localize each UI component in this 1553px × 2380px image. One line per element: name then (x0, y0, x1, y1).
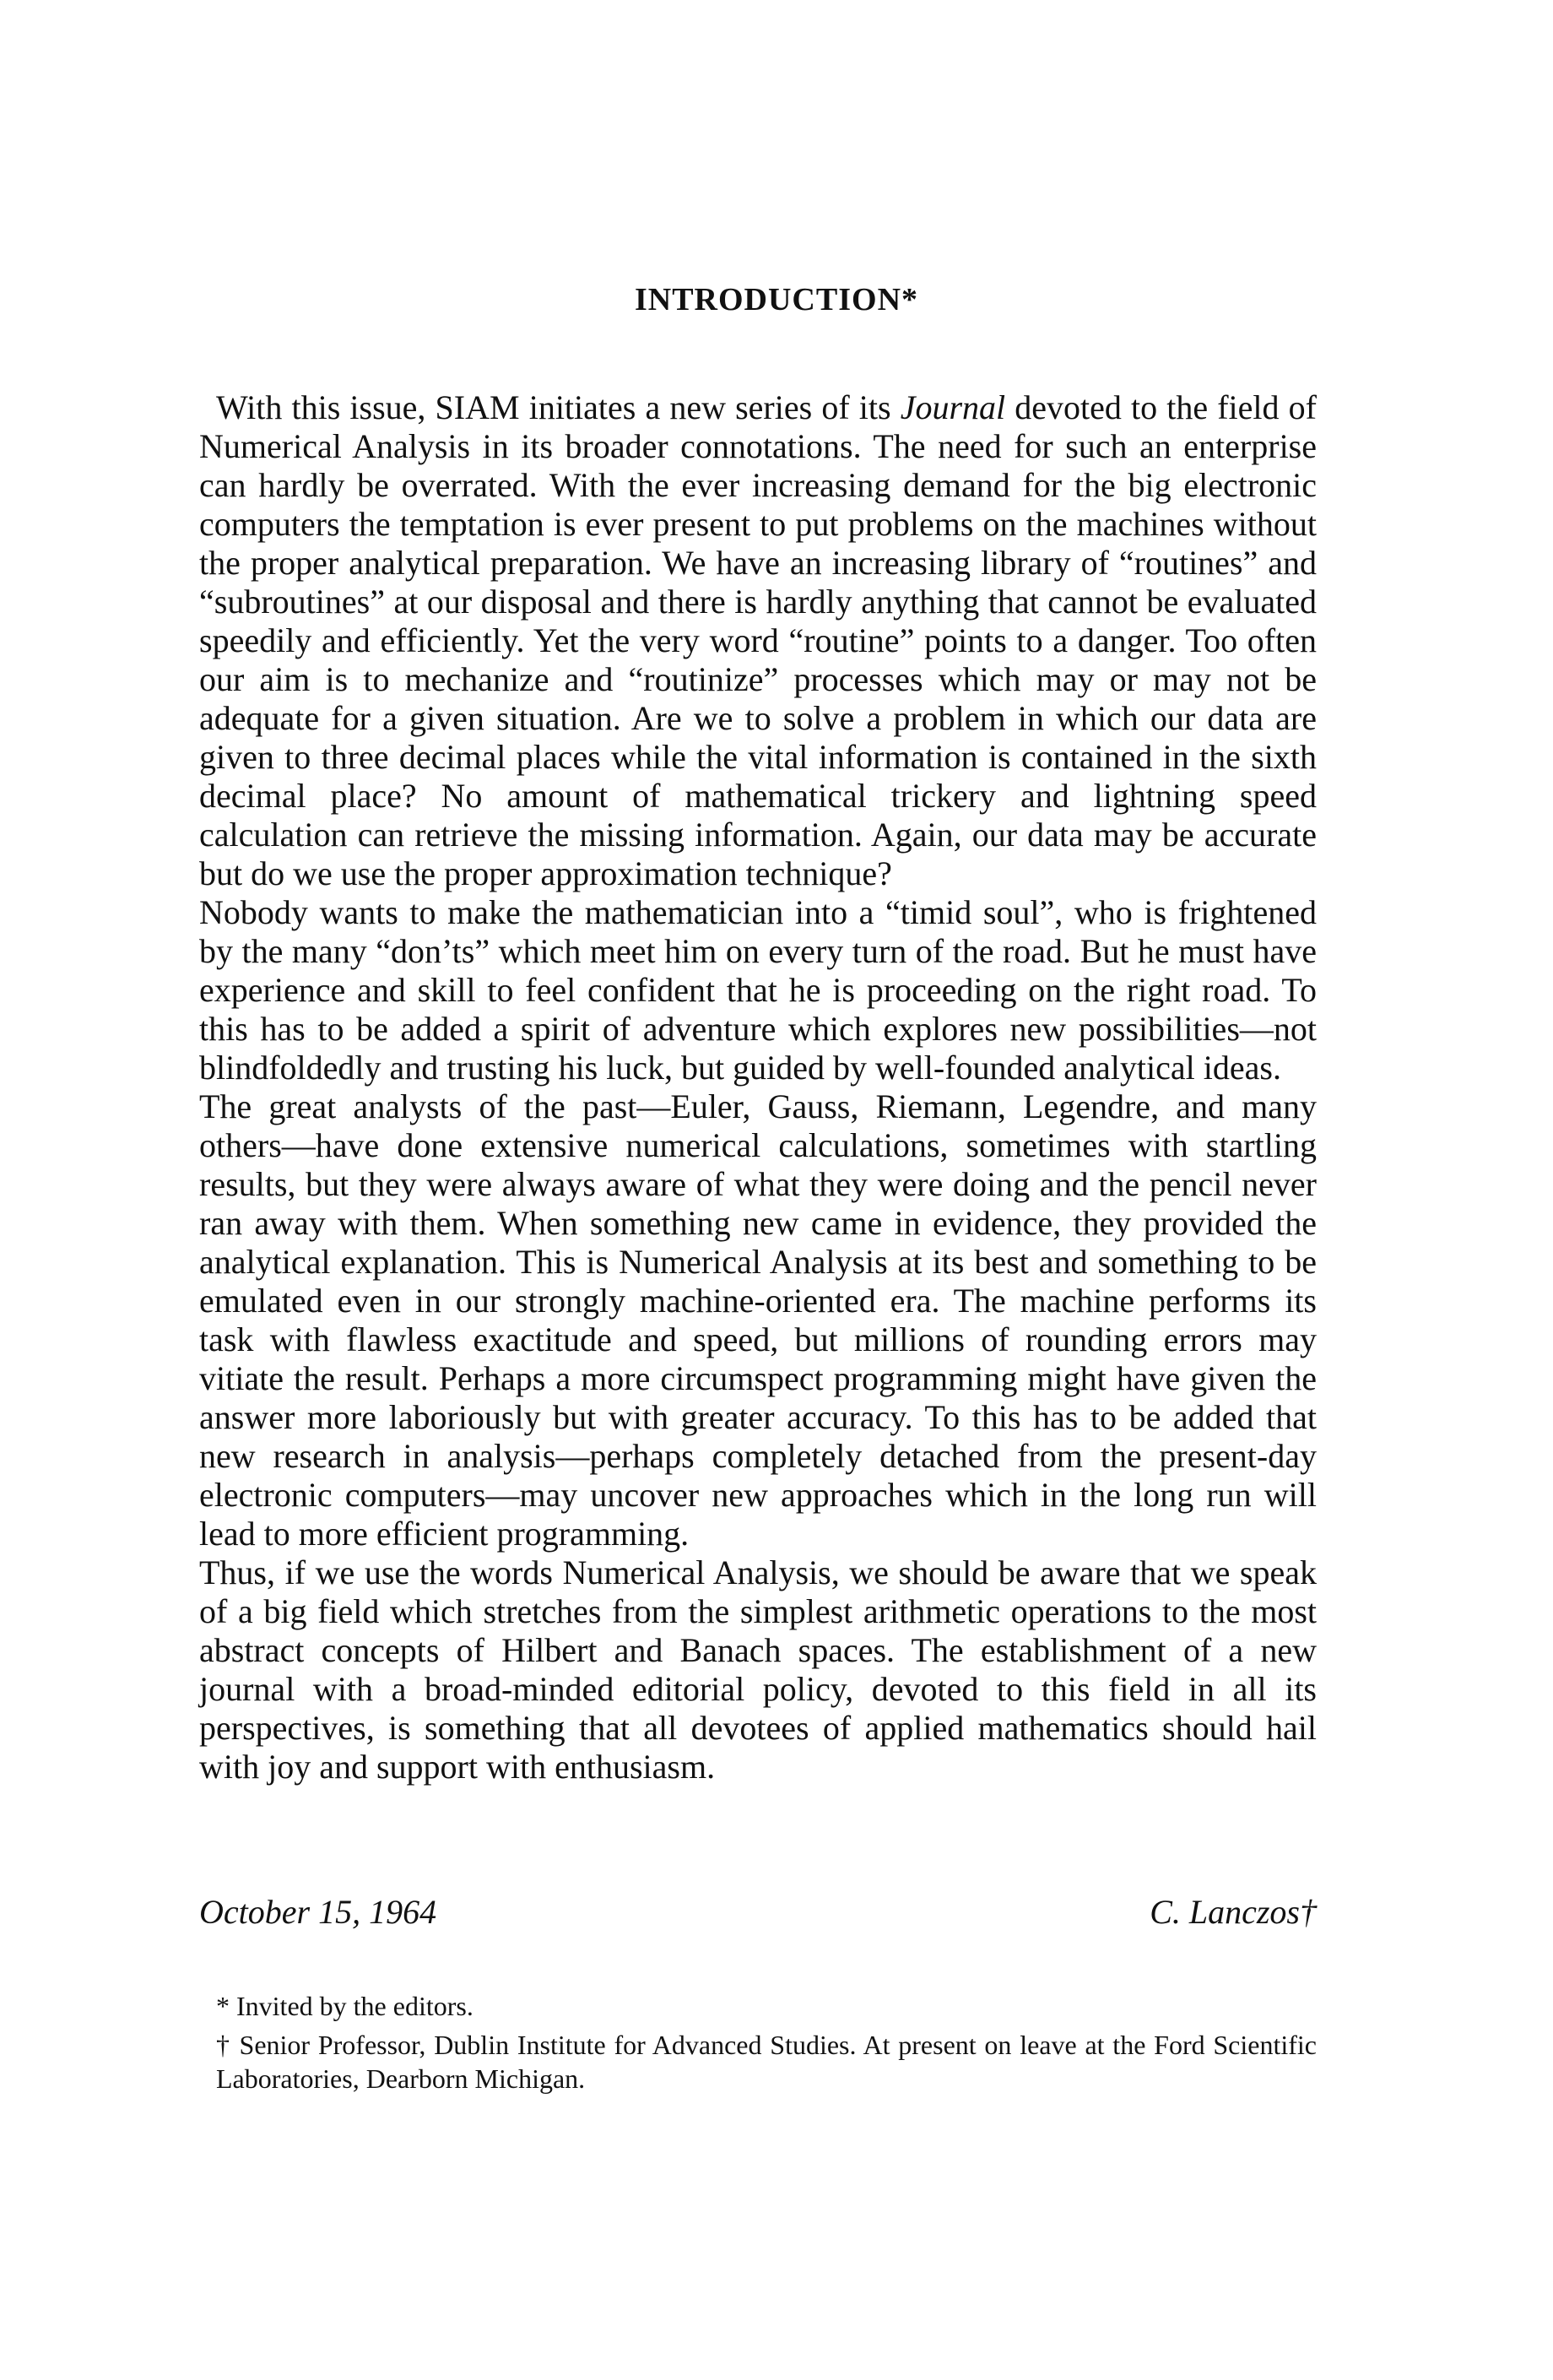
paragraph-3: The great analysts of the past—Euler, Gauss, Riemann, Legendre, and many others—have done extensive numerical calculations, sometimes with startling results, but they were always aware of what they were doing and the pencil never ran away with them. When something new came in evidence, they provided the analytical explanation. This is Numerical Analysis at its best and something to be emulated even in our strongly machine-oriented era. The machine performs its task with flawless exactitude and speed, but millions of rounding errors may vitiate the result. Perhaps a more circumspect programming might have given the answer more laboriously but with greater accuracy. To this has to be added that new research in analysis—perhaps completely detached from the present-day electronic computers—may uncover new approaches which in the long run will lead to more efficient programming. (199, 1087, 1317, 1553)
date: October 15, 1964 (199, 1893, 437, 1931)
page-title: INTRODUCTION* (634, 282, 919, 317)
body-text (199, 388, 1317, 1786)
footnote-2: † Senior Professor, Dublin Institute for Advanced Studies. At present on leave at the Ford Scientific Laboratories, Dearborn Michigan. (216, 2030, 1317, 2094)
footnotes (199, 1989, 1317, 2101)
paragraph-1 (199, 388, 1317, 893)
paragraph-1-part-1: With this issue, SIAM initiates a new series of its (216, 388, 901, 426)
footnote-1: * Invited by the editors. (216, 1991, 473, 2021)
paragraph-4: Thus, if we use the words Numerical Analysis, we should be aware that we speak of a big field which stretches from the simplest arithmetic operations to the most abstract concepts of Hilbert and Banach spaces. The establishment of a new journal with a broad-minded editorial policy, devoted to this field in all its perspectives, is something that all devotees of applied mathematics should hail with joy and support with enthusiasm. (199, 1553, 1317, 1786)
author: C. Lanczos† (1150, 1893, 1317, 1931)
paragraph-2: Nobody wants to make the mathematician into a “timid soul”, who is frightened by the many “don’ts” which meet him on every turn of the road. But he must have experience and skill to feel confident that he is proceeding on the right road. To this has to be added a spirit of adventure which explores new possibilities—not blindfoldedly and trusting his luck, but guided by well-founded analytical ideas. (199, 893, 1317, 1087)
paragraph-1-part-2: devoted to the field of Numerical Analysis in its broader connotations. The need for such an enterprise can hardly be overrated. With the ever increasing demand for the big electronic computers the temptation is ever present to put problems on the machines without the proper analytical preparation. We have an increasing library of “routines” and “subroutines” at our disposal and there is hardly anything that cannot be evaluated speedily and efficiently. Yet the very word “routine” points to a danger. Too often our aim is to mechanize and “routinize” processes which may or may not be adequate for a given situation. Are we to solve a problem in which our data are given to three decimal places while the vital information is contained in the sixth decimal place? No amount of mathematical trickery and lightning speed calculation can retrieve the missing information. Again, our data may be accurate but do we use the proper approximation technique? (199, 388, 1317, 892)
signature-row (199, 1893, 1317, 1932)
journal-word: Journal (900, 388, 1006, 426)
